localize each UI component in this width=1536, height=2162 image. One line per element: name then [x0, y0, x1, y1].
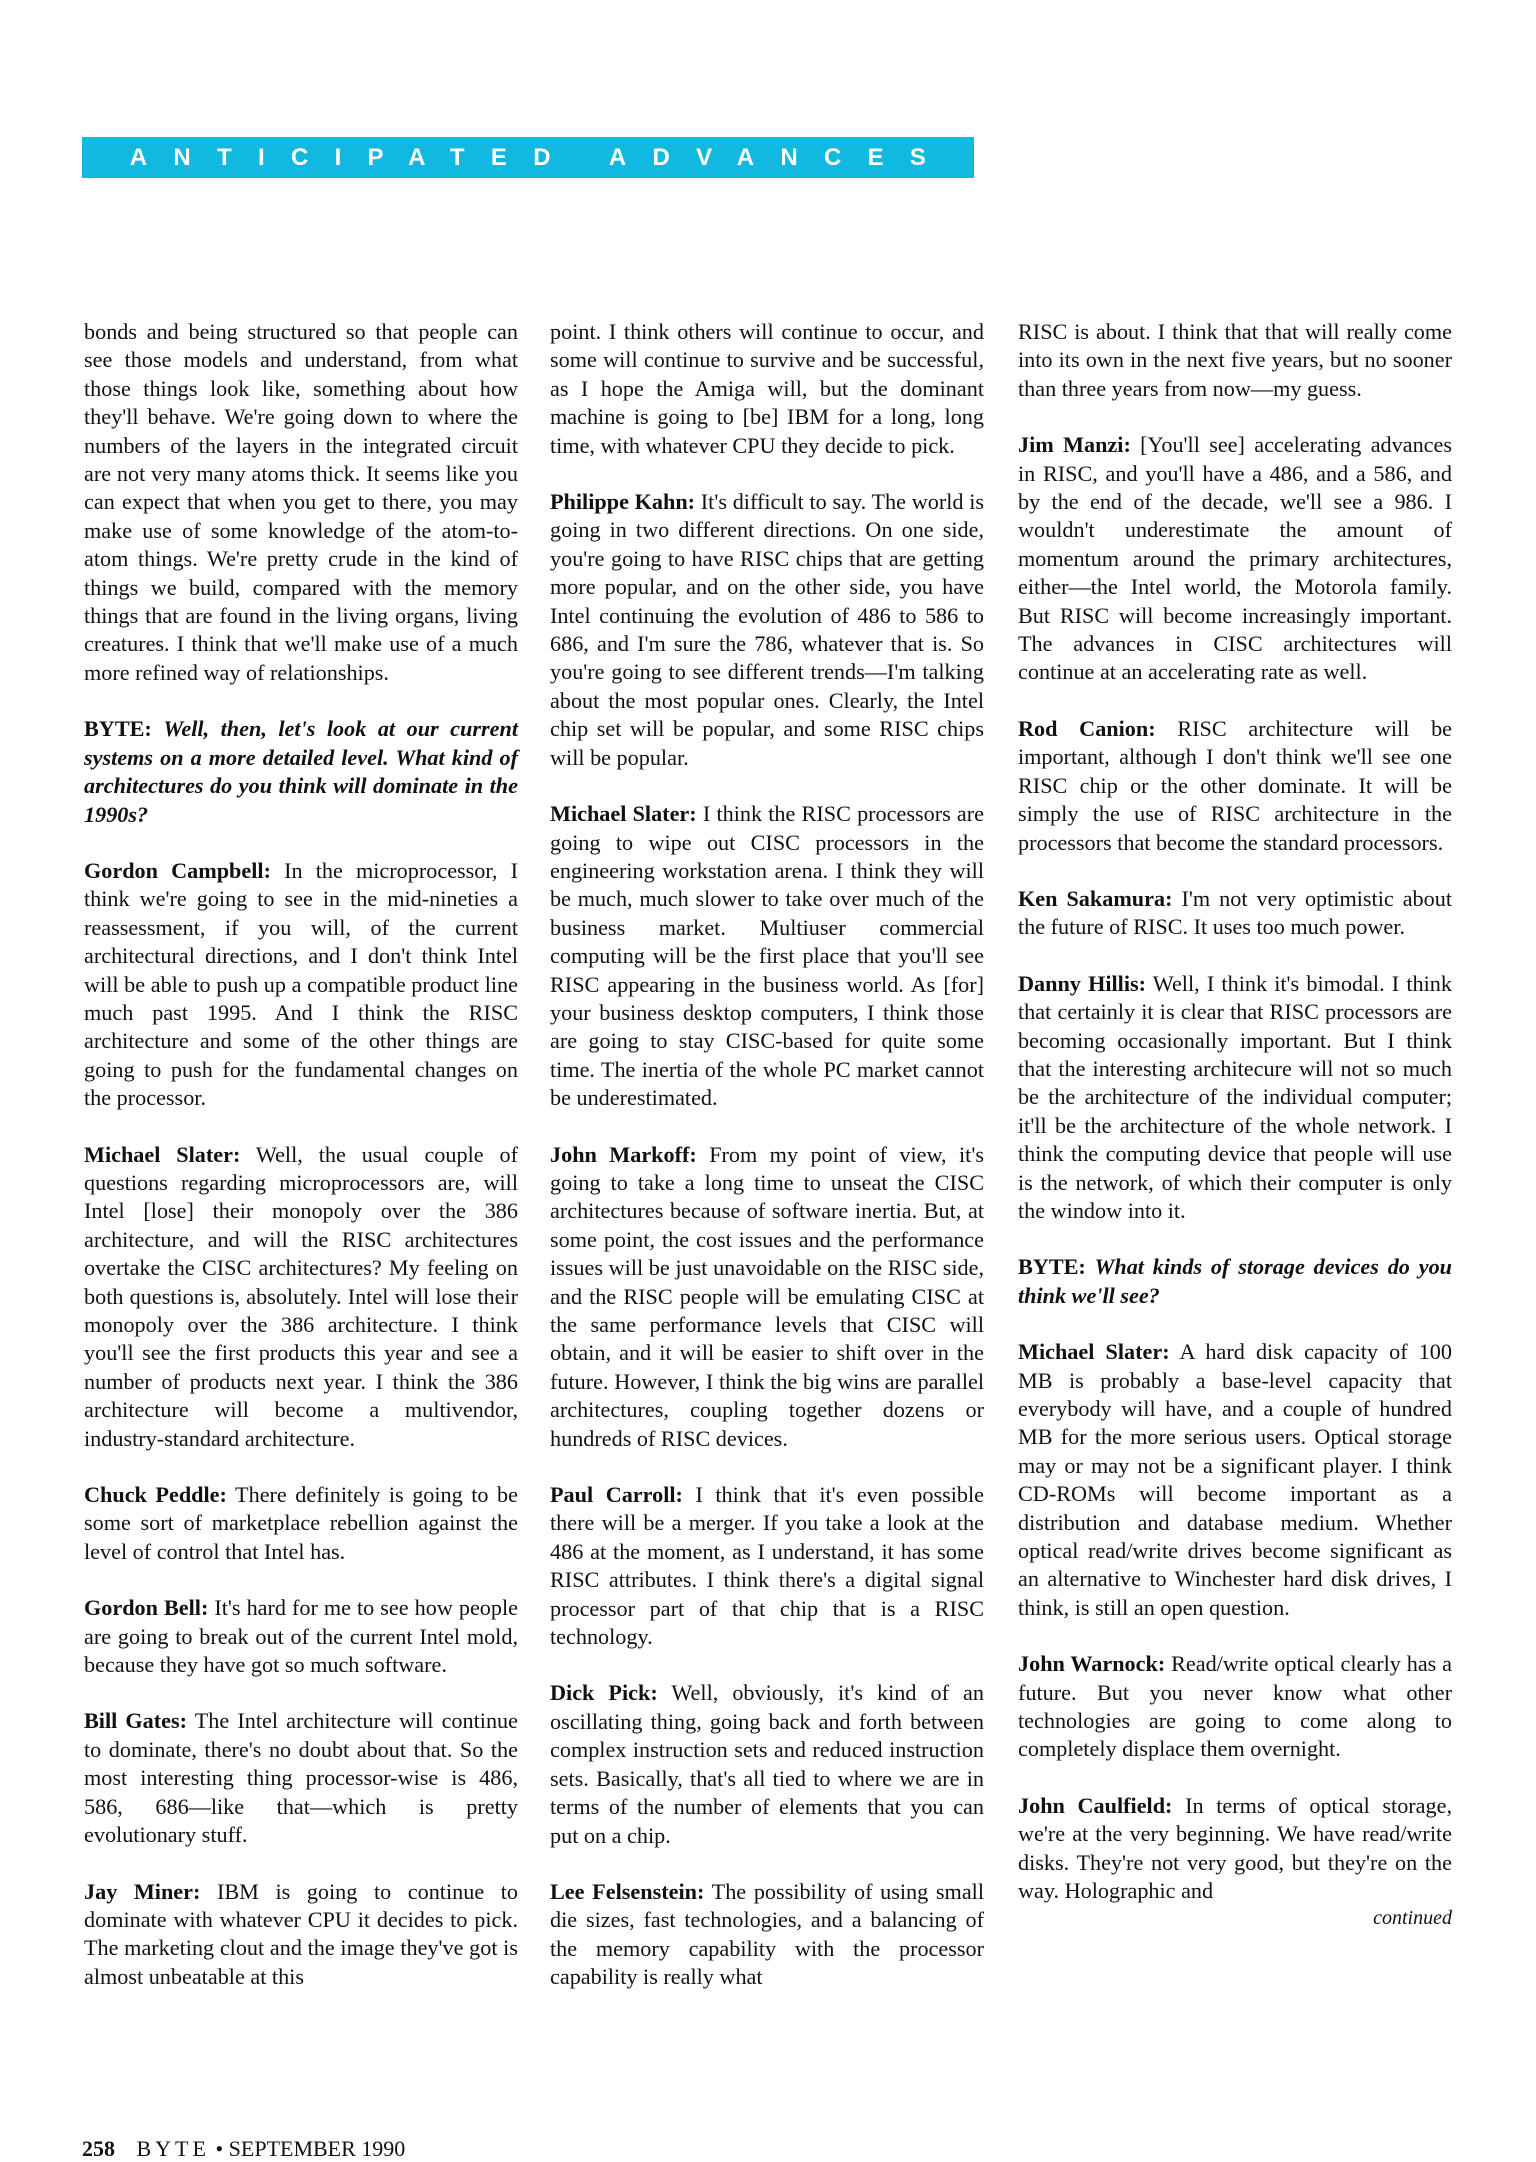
- speaker-name: Jay Miner:: [84, 1878, 201, 1904]
- paragraph: [1018, 1650, 1452, 1764]
- paragraph-text: There definitely is going to be some sort of marketplace rebellion against the level of control that Intel has.: [84, 1482, 518, 1564]
- paragraph-text: Well, the usual couple of questions regarding microprocessors are, will Intel [lose] their monopoly over the 386 architecture, and will the RISC architectures overtake the CISC architectures? My feeling on both questions is, absolutely. Intel will lose their monopoly over the 386 architecture. I think you'll see the first products this year and see a number of products next year. I think the 386 architecture will become a multivendor, industry-standard architecture.: [84, 1141, 518, 1451]
- paragraph: [84, 1481, 518, 1566]
- speaker-name: BYTE:: [84, 716, 152, 742]
- column-3: [1018, 318, 1452, 1930]
- paragraph-text: IBM is going to continue to dominate with whatever CPU it decides to pick. The marketing clout and the image they've got is almost unbeatable at this: [84, 1878, 519, 1989]
- paragraph: [84, 1878, 518, 1992]
- paragraph-text: A hard disk capacity of 100 MB is probably a base-level capacity that everybody will have, and a couple of hundred MB for the more serious users. Optical storage may or may not be a significant player. I think CD-ROMs will become important as a distribution and database medium. Whether optical read/write drives become significant as an alternative to Winchester hard disk drives, I think, is still an open question.: [1018, 1339, 1452, 1620]
- paragraph: [1018, 431, 1452, 687]
- paragraph-text: RISC architecture will be important, although I don't think we'll see one RISC chip or the other dominate. It will be simply the use of RISC architecture in the processors that become the standard processors.: [1018, 715, 1453, 855]
- paragraph-text: It's hard for me to see how people are going to break out of the current Intel mold, because they have got so much software.: [84, 1595, 518, 1678]
- paragraph-text: From my point of view, it's going to take a long time to unseat the CISC architectures because of software inertia. But, at some point, the cost issues and the performance issues will be just unavoidable on the RISC side, and the RISC people will be emulating CISC at the same performance levels that CISC will obtain, and it will be easier to shift over in the future. However, I think the big wins are parallel architectures, coupling together dozens or hundreds of RISC devices.: [550, 1141, 984, 1451]
- issue-date: SEPTEMBER 1990: [228, 2136, 406, 2161]
- paragraph-text: Well, I think it's bimodal. I think that certainly it is clear that RISC processors are becoming occasionally important. But I think that the interesting architecure will not so much be the architecture of the individual computer; it'll be the architecture of the whole network. I think the computing device that people will use is the network, of which their computer is only the window into it.: [1018, 970, 1452, 1223]
- paragraph-text: The Intel architecture will continue to dominate, there's no doubt about that. So the most interesting thing processor-wise is 486, 586, 686—like that—which is pretty evolutionary stuff.: [84, 1708, 518, 1848]
- speaker-name: Bill Gates:: [84, 1708, 188, 1734]
- paragraph-text: [You'll see] accelerating advances in RISC, and you'll have a 486, and a 586, and by the end of the decade, we'll see a 986. I wouldn't underestimate the amount of momentum around the primary architectures, either—the Intel world, the Motorola family. But RISC will become increasingly important. The advances in CISC architectures will continue at an accelerating rate as well.: [1018, 432, 1453, 685]
- speaker-name: Philippe Kahn:: [550, 489, 696, 515]
- speaker-name: Ken Sakamura:: [1018, 885, 1173, 911]
- paragraph-text: I think that it's even possible there will be a merger. If you take a look at the 486 at the moment, as I understand, it has some RISC attributes. I think there's a digital signal processor part of that chip that is a RISC technology.: [550, 1482, 985, 1650]
- speaker-name: John Markoff:: [550, 1141, 697, 1167]
- speaker-name: Michael Slater:: [550, 801, 697, 827]
- question: [1018, 1253, 1452, 1310]
- paragraph: [550, 800, 984, 1112]
- speaker-name: John Caulfield:: [1018, 1792, 1173, 1818]
- question: [84, 715, 518, 829]
- paragraph: [550, 1679, 984, 1849]
- paragraph-text: The possibility of using small die sizes, fast technologies, and a balancing of the memory capability with the processor capability is really what: [550, 1878, 984, 1990]
- magazine-name: BYTE: [136, 2136, 210, 2161]
- question-text: Well, then, let's look at our current systems on a more detailed level. What kind of architectures do you think will dominate in the 1990s?: [84, 716, 518, 827]
- paragraph: [550, 1141, 984, 1453]
- paragraph-text: Well, obviously, it's kind of an oscillating thing, going back and forth between complex instruction sets and reduced instruction sets. Basically, that's all tied to where we are in terms of the number of elements that you can put on a chip.: [550, 1680, 984, 1848]
- paragraph-text: bonds and being structured so that people can see those models and understand, from what those things look like, something about how they'll behave. We're going down to where the numbers of the layers in the integrated circuit are not very many atoms thick. It seems like you can expect that when you get to there, you may make use of some knowledge of the atom-to-atom things. We're pretty crude in the kind of things we build, compared with the memory things that are found in the living organs, living creatures. I think that we'll make use of a much more refined way of relationships.: [84, 319, 518, 685]
- paragraph-text: RISC is about. I think that that will really come into its own in the next five years, but no sooner than three years from now—my guess.: [1018, 319, 1452, 401]
- speaker-name: Gordon Campbell:: [84, 857, 271, 883]
- speaker-name: Paul Carroll:: [550, 1482, 683, 1508]
- speaker-name: BYTE:: [1018, 1254, 1086, 1280]
- paragraph: [1018, 715, 1452, 857]
- speaker-name: John Warnock:: [1018, 1651, 1166, 1677]
- paragraph: [550, 318, 984, 460]
- footer-separator: •: [215, 2136, 229, 2161]
- speaker-name: Lee Felsenstein:: [550, 1878, 705, 1904]
- continued-label: continued: [1373, 1906, 1452, 1929]
- speaker-name: Chuck Peddle:: [84, 1482, 227, 1508]
- page-footer: [82, 2136, 405, 2162]
- page-number: 258: [82, 2136, 115, 2161]
- column-1: [84, 318, 518, 2019]
- paragraph: [84, 1707, 518, 1849]
- paragraph: [84, 857, 518, 1113]
- section-banner: [82, 137, 974, 178]
- speaker-name: Michael Slater:: [1018, 1339, 1170, 1365]
- paragraph-text: Read/write optical clearly has a future. But you never know what other technologies are going to come along to completely displace them overnight.: [1018, 1651, 1452, 1762]
- paragraph-text: In terms of optical storage, we're at the very beginning. We have read/write disks. They're not very good, but they're on the way. Holographic and: [1018, 1792, 1453, 1904]
- paragraph: [550, 488, 984, 772]
- paragraph: [1018, 1338, 1452, 1622]
- speaker-name: Dick Pick:: [550, 1680, 658, 1706]
- paragraph: [550, 1878, 984, 1992]
- paragraph: [550, 1481, 984, 1651]
- paragraph: [84, 1141, 518, 1453]
- speaker-name: Danny Hillis:: [1018, 970, 1147, 996]
- paragraph: [84, 318, 518, 687]
- paragraph: [1018, 970, 1452, 1226]
- paragraph: [1018, 318, 1452, 403]
- speaker-name: Gordon Bell:: [84, 1595, 209, 1621]
- speaker-name: Michael Slater:: [84, 1141, 241, 1167]
- paragraph-text: point. I think others will continue to occur, and some will continue to survive and be successful, as I hope the Amiga will, but the dominant machine is going to [be] IBM for a long, long time, with whatever CPU they decide to pick.: [550, 319, 984, 458]
- paragraph-text: It's difficult to say. The world is going in two different directions. On one side, you're going to have RISC chips that are getting more popular, and on the other side, you have Intel continuing the evolution of 486 to 586 to 686, and I'm sure the 786, whatever that is. So you're going to see different trends—I'm talking about the most popular ones. Clearly, the Intel chip set will be popular, and some RISC chips will be popular.: [550, 489, 984, 770]
- paragraph-text: In the microprocessor, I think we're going to see in the mid-nineties a reassessment, if you will, of the current architectural directions, and I don't think Intel will be able to push up a compatible product line much past 1995. And I think the RISC architecture and some of the other things are going to push for the fundamental changes on the processor.: [84, 857, 518, 1111]
- paragraph-text: I think the RISC processors are going to wipe out CISC processors in the engineering workstation arena. I think they will be much, much slower to take over much of the business market. Multiuser commercial computing will be the first place that you'll see RISC appearing in the business world. As [for] your business desktop computers, I think those are going to stay CISC-based for quite some time. The inertia of the whole PC market cannot be underestimated.: [550, 801, 984, 1111]
- paragraph: [84, 1594, 518, 1679]
- question-text: What kinds of storage devices do you think we'll see?: [1018, 1254, 1453, 1308]
- paragraph-text: I'm not very optimistic about the future of RISC. It uses too much power.: [1018, 885, 1453, 940]
- column-2: [550, 318, 984, 2020]
- speaker-name: Jim Manzi:: [1018, 432, 1131, 458]
- paragraph: [1018, 885, 1452, 942]
- speaker-name: Rod Canion:: [1018, 715, 1156, 741]
- paragraph: [1018, 1792, 1452, 1906]
- section-banner-title: ANTICIPATED ADVANCES: [129, 143, 953, 171]
